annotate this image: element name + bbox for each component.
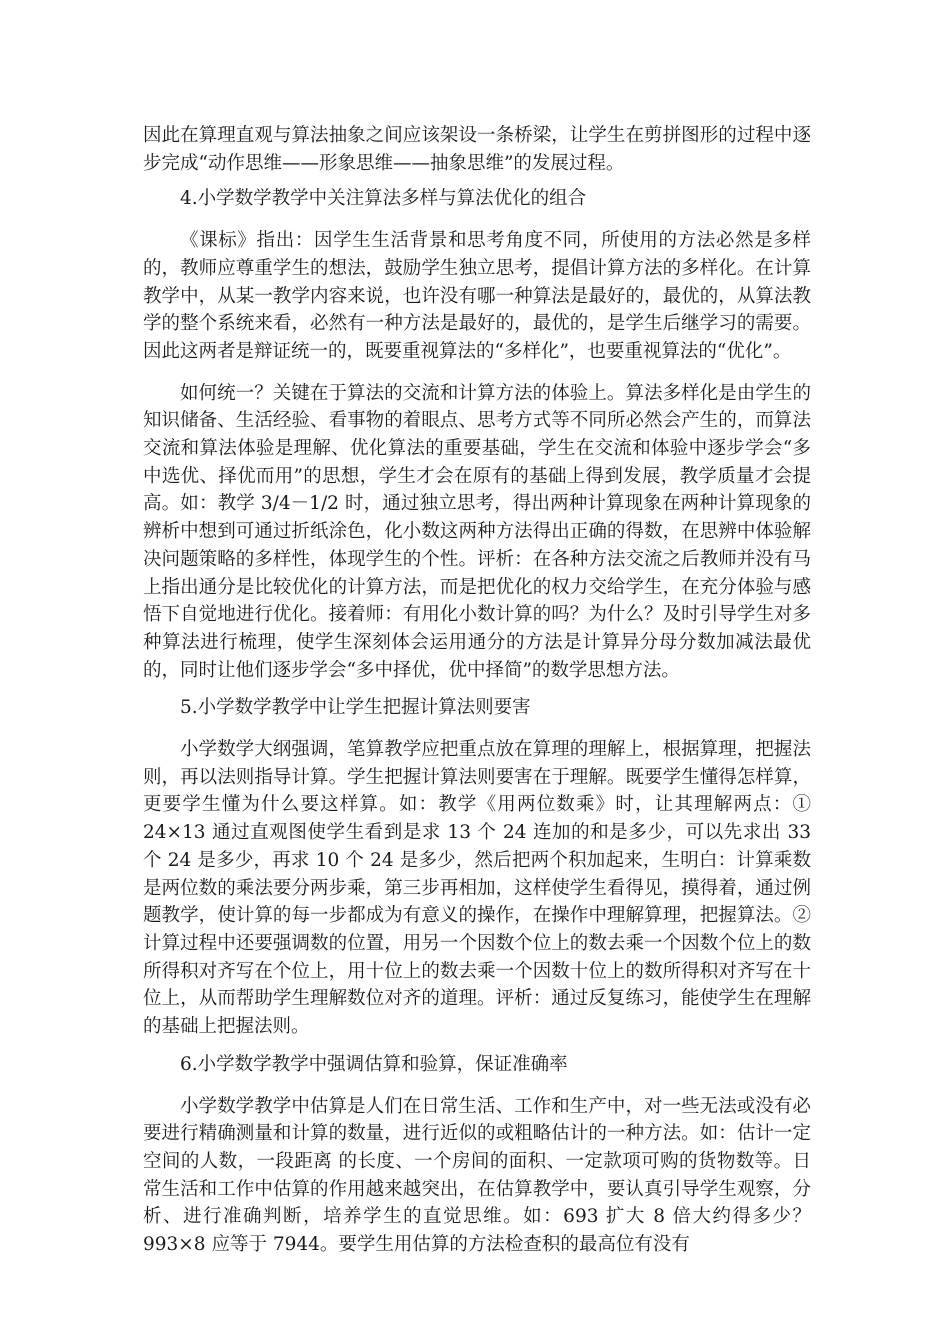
paragraph-5: 小学数学教学中估算是人们在日常生活、工作和生产中，对一些无法或没有必要进行精确测量和计算的数量，进行近似的或粗略估计的一种方法。如：估计一定空间的人数，一段距离 的长度、一个房间的面积、一定款项可购的货物数等。日常生活和工作中估算的作用越来越突出，在估算教学中，要认真引导学生观察，分析、进行准确判断，培养学生的直觉思维。如：693 扩大 8 倍大约得多少？993×8 应等于 7944。要学生用估算的方法检查积的最高位有没有 xyxy=(143,1095,811,1256)
document-page xyxy=(143,122,811,1259)
paragraph-4: 小学数学大纲强调，笔算教学应把重点放在算理的理解上，根据算理，把握法则，再以法则指导计算。学生把握计算法则要害在于理解。既要学生懂得怎样算，更要学生懂为什么要这样算。如：教学《用两位数乘》时，让其理解两点：① 24×13 通过直观图使学生看到是求 13 个 24 连加的和是多少，可以先求出 33 个 24 是多少，再求 10 个 24 是多少，然后把两个积加起来，生明白：计算乘数是两位数的乘法要分两步乘，第三步再相加，这样使学生看得见，摸得着，通过例题教学，使计算的每一步都成为有意义的操作，在操作中理解算理，把握算法。②计算过程中还要强调数的位置，用另一个因数个位上的数去乘一个因数个位上的数所得积对齐写在个位上，用十位上的数去乘一个因数十位上的数所得积对齐写在十位上，从而帮助学生理解数位对齐的道理。评析：通过反复练习，能使学生在理解的基础上把握法则。 xyxy=(143,739,811,1038)
section-heading-4: 4.小学数学教学中关注算法多样与算法优化的组合 xyxy=(180,188,587,210)
paragraph-3: 如何统一？关键在于算法的交流和计算方法的体验上。算法多样化是由学生的知识储备、生活经验、看事物的着眼点、思考方式等不同所必然会产生的，而算法交流和算法体验是理解、优化算法的重要基础，学生在交流和体验中逐步学会“多中选优、择优而用”的思想，学生才会在原有的基础上得到发展，教学质量才会提高。如：教学 3/4－1/2 时，通过独立思考，得出两种计算现象在两种计算现象的辨析中想到可通过折纸涂色，化小数这两种方法得出正确的得数，在思辨中体验解决问题策略的多样性，体现学生的个性。评析：在各种方法交流之后教师并没有马上指出通分是比较优化的计算方法，而是把优化的权力交给学生，在充分体验与感悟下自觉地进行优化。接着师：有用化小数计算的吗？为什么？及时引导学生对多种算法进行梳理，使学生深刻体会运用通分的方法是计算异分母分数加减法最优的，同时让他们逐步学会“多中择优，优中择简”的数学思想方法。 xyxy=(143,382,811,681)
section-heading-6: 6.小学数学教学中强调估算和验算，保证准确率 xyxy=(180,1053,568,1075)
paragraph-2: 《课标》指出：因学生生活背景和思考角度不同，所使用的方法必然是多样的，教师应尊重学生的想法，鼓励学生独立思考，提倡计算方法的多样化。在计算教学中，从某一教学内容来说，也许没有哪一种算法是最好的，最优的，从算法教学的整个系统来看，必然有一种方法是最好的，最优的，是学生后继学习的需要。因此这两者是辩证统一的，既要重视算法的“多样化”，也要重视算法的“优化”。 xyxy=(143,230,811,362)
paragraph-1: 因此在算理直观与算法抽象之间应该架设一条桥梁，让学生在剪拼图形的过程中逐步完成“动作思维——形象思维——抽象思维”的发展过程。 xyxy=(143,125,811,174)
section-heading-5: 5.小学数学教学中让学生把握计算法则要害 xyxy=(180,697,531,719)
